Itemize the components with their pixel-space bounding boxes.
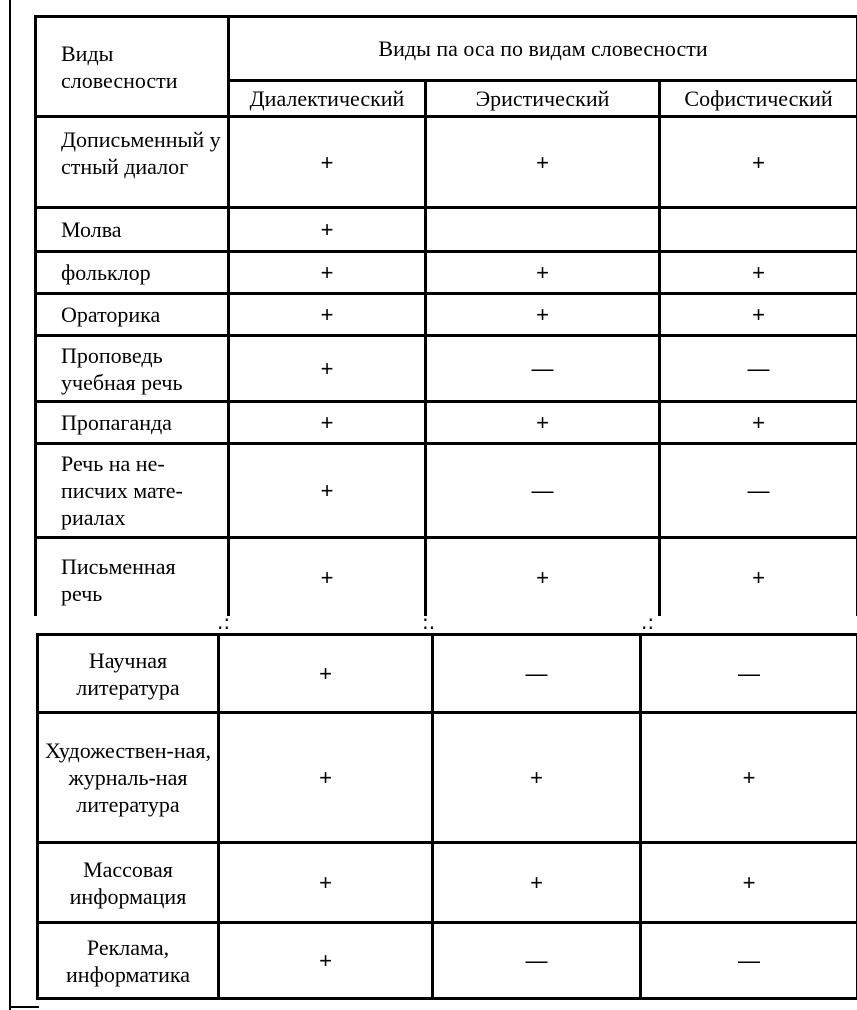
row-name	[38, 923, 219, 999]
table-row	[36, 252, 857, 294]
row-name-text: Реклама, информатика	[66, 934, 190, 987]
page-margin-rule	[9, 0, 11, 1010]
table-row	[36, 538, 857, 616]
row-header-label	[36, 17, 229, 117]
cell-mark: +	[219, 713, 433, 843]
table-row	[36, 444, 857, 538]
page-break-mark: .:	[217, 610, 231, 634]
row-name-text: Художествен-ная, журналь-ная литература	[44, 738, 212, 817]
cell-mark: +	[660, 402, 857, 444]
row-name	[38, 635, 219, 713]
header-row	[36, 17, 857, 81]
pathos-table-lower	[36, 633, 857, 1000]
cell-mark	[660, 208, 857, 252]
page-break-mark: :.	[422, 610, 436, 634]
cell-mark: +	[433, 843, 641, 923]
cell-mark: —	[433, 923, 641, 999]
cell-mark: +	[229, 117, 426, 208]
cell-mark	[426, 208, 660, 252]
row-name	[36, 444, 229, 538]
column-group-title: Виды па оса по видам словесности	[229, 17, 857, 81]
cell-mark: +	[641, 713, 857, 843]
table-row	[36, 208, 857, 252]
row-name-text: Массовая информация	[69, 856, 187, 909]
cell-mark: +	[229, 444, 426, 538]
table-row	[36, 294, 857, 336]
row-name	[36, 538, 229, 616]
table-row	[36, 336, 857, 402]
cell-mark: +	[660, 538, 857, 616]
cell-mark: +	[660, 294, 857, 336]
cell-mark: +	[229, 208, 426, 252]
cell-mark: +	[219, 843, 433, 923]
column-header-eristic: Эристический	[426, 81, 660, 117]
row-name	[38, 843, 219, 923]
cell-mark: +	[426, 252, 660, 294]
column-header-dialectical: Диалектический	[229, 81, 426, 117]
cell-mark: +	[426, 538, 660, 616]
cell-mark: —	[660, 336, 857, 402]
row-name: Пропаганда	[36, 402, 229, 444]
row-name: Молва	[36, 208, 229, 252]
cell-mark: +	[660, 117, 857, 208]
page-break-mark: .:	[641, 610, 655, 634]
row-name-text: Письменная речь	[61, 554, 176, 606]
row-name-text: Дописьменный устный диалог	[61, 127, 221, 179]
table-row	[36, 402, 857, 444]
row-name-text: Проповедь учебная речь	[61, 342, 183, 395]
cell-mark: +	[219, 923, 433, 999]
row-header-text: Виды словесности	[61, 40, 178, 93]
table-row	[38, 843, 857, 923]
cell-mark: —	[660, 444, 857, 538]
cell-mark: +	[219, 635, 433, 713]
table-row	[38, 635, 857, 713]
cell-mark: +	[229, 402, 426, 444]
row-name: фольклор	[36, 252, 229, 294]
column-header-sophistic: Софистический	[660, 81, 857, 117]
cell-mark: —	[433, 635, 641, 713]
row-name	[36, 336, 229, 402]
cell-mark: —	[426, 336, 660, 402]
cell-mark: +	[641, 843, 857, 923]
table-row	[36, 117, 857, 208]
cell-mark: +	[660, 252, 857, 294]
row-name-text: Научная литература	[76, 647, 180, 700]
cell-mark: +	[426, 402, 660, 444]
cell-mark: +	[229, 336, 426, 402]
cell-mark: +	[229, 538, 426, 616]
row-name	[36, 117, 229, 208]
row-name-text: Речь на не-писчих мате-риалах	[61, 451, 183, 530]
table-row	[38, 713, 857, 843]
row-name: Ораторика	[36, 294, 229, 336]
cell-mark: +	[426, 294, 660, 336]
cell-mark: —	[426, 444, 660, 538]
cell-mark: +	[433, 713, 641, 843]
cell-mark: +	[229, 294, 426, 336]
page-margin-foot	[9, 1006, 39, 1008]
cell-mark: —	[641, 923, 857, 999]
cell-mark: +	[426, 117, 660, 208]
cell-mark: +	[229, 252, 426, 294]
pathos-table-upper	[34, 15, 857, 616]
table-row	[38, 923, 857, 999]
row-name	[38, 713, 219, 843]
cell-mark: —	[641, 635, 857, 713]
